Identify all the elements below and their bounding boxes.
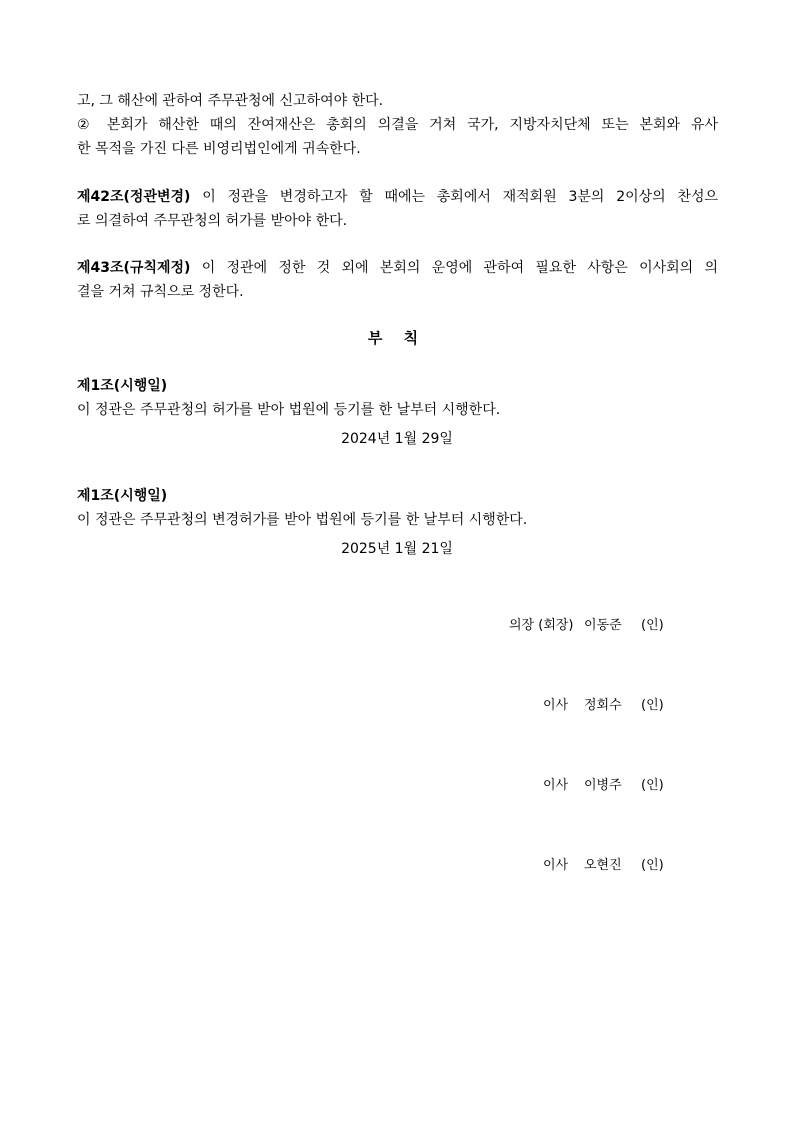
- article-43: [77, 256, 718, 304]
- signature-name-director-1: 정회수: [584, 698, 622, 713]
- addendum-title: 부 칙: [367, 329, 427, 347]
- supplement-2: [77, 484, 718, 532]
- signature-seal-director-3: (인): [641, 858, 664, 873]
- article-42-line-2: 로 의결하여 주무관청의 허가를 받아야 한다.: [77, 213, 348, 229]
- supplement-2-heading: 제1조(시행일): [77, 488, 168, 504]
- supplement-2-date: 2025년 1월 21일: [341, 541, 453, 557]
- signature-role-chair: 의장 (회장): [509, 618, 574, 633]
- article-43-heading: 제43조(규칙제정): [77, 260, 191, 276]
- signature-seal-chair: (인): [641, 618, 664, 633]
- supplement-1-text: 이 정관은 주무관청의 허가를 받아 법원에 등기를 한 날부터 시행한다.: [77, 402, 501, 418]
- signature-role-director-3: 이사: [543, 858, 569, 873]
- supplement-2-text: 이 정관은 주무관청의 변경허가를 받아 법원에 등기를 한 날부터 시행한다.: [77, 512, 528, 528]
- article-42-text-1: 이 정관을 변경하고자 할 때에는 총회에서 재적회원 3분의 2이상의 찬성으: [190, 189, 718, 205]
- signature-name-director-2: 이병주: [584, 778, 622, 793]
- supplement-1-heading: 제1조(시행일): [77, 378, 168, 394]
- article-43-line-1: [77, 256, 718, 280]
- supplement-1-date: 2024년 1월 29일: [341, 431, 453, 447]
- signature-role-director-2: 이사: [543, 778, 569, 793]
- article-41-line-2: ② 본회가 해산한 때의 잔여재산은 총회의 의결을 거쳐 국가, 지방자치단체 또는 본회와 유사: [77, 117, 718, 133]
- signature-name-chair: 이동준: [584, 618, 622, 633]
- article-41-line-3: 한 목적을 가진 다른 비영리법인에게 귀속한다.: [77, 141, 361, 157]
- article-43-text-1: 이 정관에 정한 것 외에 본회의 운영에 관하여 필요한 사항은 이사회의 의: [190, 260, 718, 276]
- article-41-continuation: [77, 89, 718, 161]
- article-42: [77, 185, 718, 233]
- signature-role-director-1: 이사: [543, 698, 569, 713]
- supplement-1: [77, 374, 718, 422]
- article-42-heading: 제42조(정관변경): [77, 189, 191, 205]
- article-43-line-2: 결을 거쳐 규칙으로 정한다.: [77, 284, 244, 300]
- signature-name-director-3: 오현진: [584, 858, 622, 873]
- article-41-line-1: 고, 그 해산에 관하여 주무관청에 신고하여야 한다.: [77, 93, 384, 109]
- signature-seal-director-2: (인): [641, 778, 664, 793]
- signature-seal-director-1: (인): [641, 698, 664, 713]
- article-42-line-1: [77, 185, 718, 209]
